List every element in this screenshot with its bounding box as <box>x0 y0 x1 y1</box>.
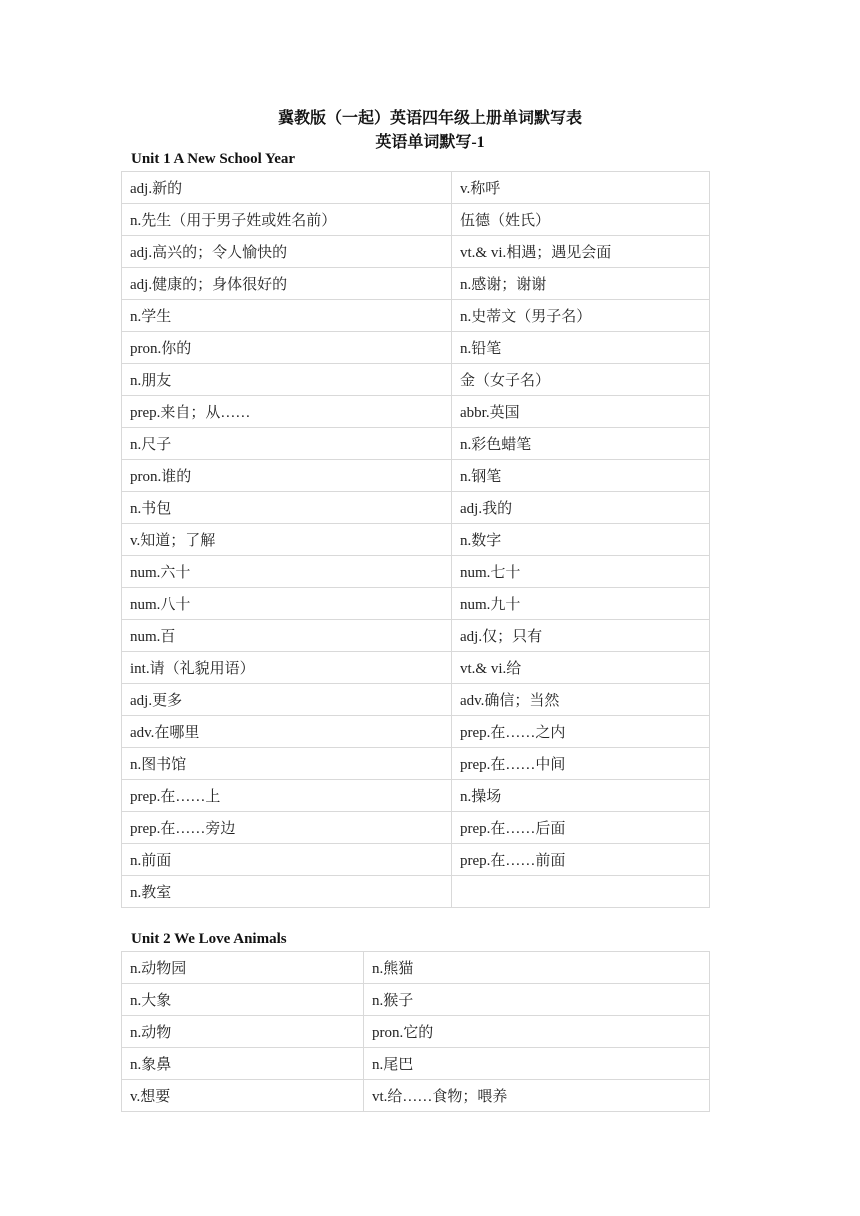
table-row <box>122 460 710 492</box>
table-cell: n.教室 <box>122 876 452 908</box>
document-title: 冀教版（一起）英语四年级上册单词默写表 <box>277 110 582 127</box>
table-cell: num.百 <box>122 620 452 652</box>
table-row <box>122 396 710 428</box>
table-row <box>122 876 710 908</box>
unit2-heading: Unit 2 We Love Animals <box>131 931 287 947</box>
table-cell: n.象鼻 <box>122 1048 364 1080</box>
table-row <box>122 300 710 332</box>
table-cell: n.先生（用于男子姓或姓名前） <box>122 204 452 236</box>
table-cell: n.操场 <box>452 780 710 812</box>
table-cell: n.动物园 <box>122 952 364 984</box>
table-cell: vt.& vi.给 <box>452 652 710 684</box>
table-cell: 伍德（姓氏） <box>452 204 710 236</box>
table-row <box>122 748 710 780</box>
table-cell: abbr.英国 <box>452 396 710 428</box>
table-cell: prep.来自；从…… <box>122 396 452 428</box>
table-row <box>122 1016 710 1048</box>
table-cell: num.八十 <box>122 588 452 620</box>
table-cell: n.动物 <box>122 1016 364 1048</box>
table-row <box>122 236 710 268</box>
table-row <box>122 716 710 748</box>
table-cell: adj.更多 <box>122 684 452 716</box>
table-row <box>122 780 710 812</box>
table-cell: pron.你的 <box>122 332 452 364</box>
table-cell <box>452 876 710 908</box>
table-cell: prep.在……中间 <box>452 748 710 780</box>
table-cell: int.请（礼貌用语） <box>122 652 452 684</box>
table-cell: adj.新的 <box>122 172 452 204</box>
table-cell: n.熊猫 <box>364 952 710 984</box>
table-cell: adj.健康的；身体很好的 <box>122 268 452 300</box>
table-row <box>122 204 710 236</box>
table-cell: adj.我的 <box>452 492 710 524</box>
table-cell: n.数字 <box>452 524 710 556</box>
table-cell: n.钢笔 <box>452 460 710 492</box>
table-cell: v.知道；了解 <box>122 524 452 556</box>
table-row <box>122 844 710 876</box>
document-subtitle: 英语单词默写-1 <box>375 134 485 151</box>
table-row <box>122 556 710 588</box>
table-cell: v.称呼 <box>452 172 710 204</box>
table-cell: n.尾巴 <box>364 1048 710 1080</box>
table-cell: num.六十 <box>122 556 452 588</box>
table-cell: pron.谁的 <box>122 460 452 492</box>
table-row <box>122 268 710 300</box>
table-cell: num.九十 <box>452 588 710 620</box>
table-row <box>122 984 710 1016</box>
table-cell: prep.在……后面 <box>452 812 710 844</box>
table-cell: n.尺子 <box>122 428 452 460</box>
table-cell: n.图书馆 <box>122 748 452 780</box>
table-cell: n.猴子 <box>364 984 710 1016</box>
table-cell: num.七十 <box>452 556 710 588</box>
table-cell: n.书包 <box>122 492 452 524</box>
table-row <box>122 1048 710 1080</box>
table-row <box>122 332 710 364</box>
table-cell: n.学生 <box>122 300 452 332</box>
table-cell: n.彩色蜡笔 <box>452 428 710 460</box>
table-cell: prep.在……上 <box>122 780 452 812</box>
table-cell: prep.在……旁边 <box>122 812 452 844</box>
table-row <box>122 652 710 684</box>
table-cell: prep.在……前面 <box>452 844 710 876</box>
table-cell: n.感谢；谢谢 <box>452 268 710 300</box>
unit1-heading: Unit 1 A New School Year <box>131 151 296 167</box>
table-row <box>122 172 710 204</box>
table-cell: adv.确信；当然 <box>452 684 710 716</box>
table-row <box>122 492 710 524</box>
table-cell: adv.在哪里 <box>122 716 452 748</box>
table-cell: vt.给……食物；喂养 <box>364 1080 710 1112</box>
table-row <box>122 428 710 460</box>
table-cell: adj.仅；只有 <box>452 620 710 652</box>
table-cell: n.史蒂文（男子名） <box>452 300 710 332</box>
table-cell: n.朋友 <box>122 364 452 396</box>
table-cell: n.铅笔 <box>452 332 710 364</box>
table-row <box>122 812 710 844</box>
table-cell: n.大象 <box>122 984 364 1016</box>
table-cell: adj.高兴的；令人愉快的 <box>122 236 452 268</box>
table-cell: 金（女子名） <box>452 364 710 396</box>
unit1-vocab-table <box>121 171 710 908</box>
table-cell: vt.& vi.相遇；遇见会面 <box>452 236 710 268</box>
table-cell: v.想要 <box>122 1080 364 1112</box>
table-row <box>122 524 710 556</box>
table-row <box>122 620 710 652</box>
table-row <box>122 588 710 620</box>
table-cell: prep.在……之内 <box>452 716 710 748</box>
table-cell: n.前面 <box>122 844 452 876</box>
table-row <box>122 952 710 984</box>
table-cell: pron.它的 <box>364 1016 710 1048</box>
unit2-vocab-table <box>121 951 710 1112</box>
table-row <box>122 1080 710 1112</box>
table-row <box>122 684 710 716</box>
table-row <box>122 364 710 396</box>
